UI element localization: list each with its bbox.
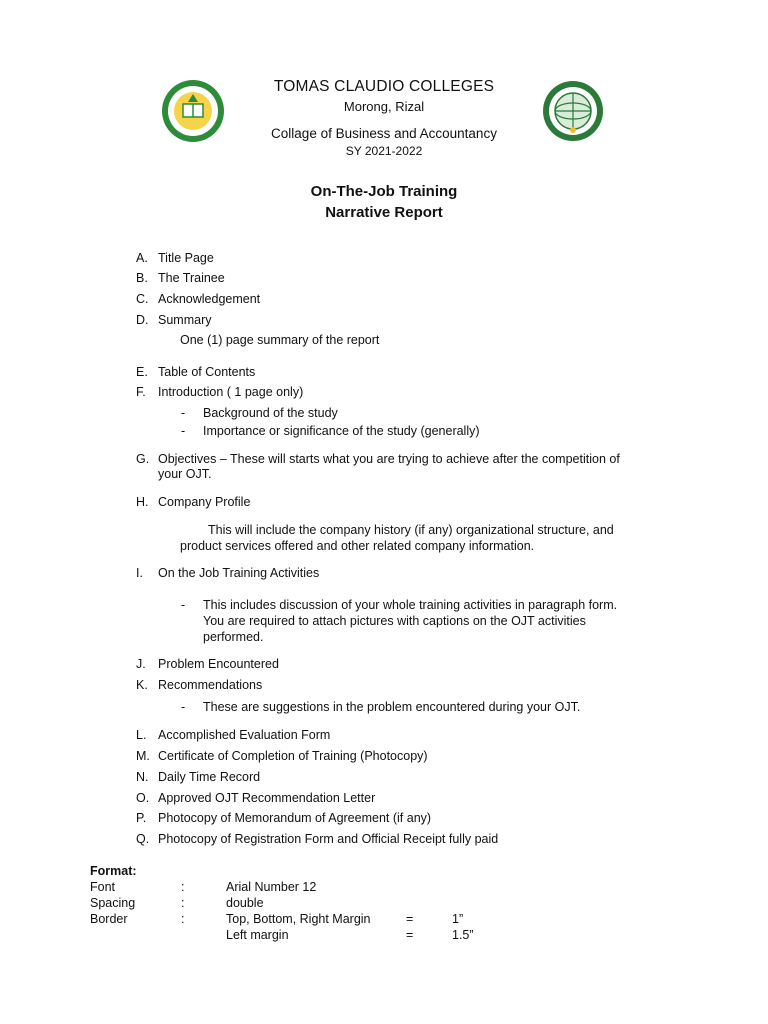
- list-item: On the Job Training Activities: [158, 566, 320, 580]
- item-letter: P.: [136, 811, 147, 825]
- item-letter: H.: [136, 495, 149, 509]
- sub-bullet-continued: You are required to attach pictures with captions on the OJT activities: [203, 614, 586, 628]
- list-item: Certificate of Completion of Training (Photocopy): [158, 749, 428, 763]
- item-letter: K.: [136, 678, 148, 692]
- list-item: Introduction ( 1 page only): [158, 385, 304, 399]
- sub-bullet: Background of the study: [203, 406, 338, 420]
- item-paragraph: This will include the company history (if any) organizational structure, and: [208, 523, 614, 537]
- format-equals: =: [406, 912, 414, 926]
- list-item: Recommendations: [158, 678, 263, 692]
- format-value: Top, Bottom, Right Margin: [226, 912, 371, 926]
- sub-bullet: Importance or significance of the study (generally): [203, 424, 480, 438]
- list-item: Objectives – These will starts what you are trying to achieve after the competition of: [158, 452, 620, 466]
- item-letter: L.: [136, 728, 147, 742]
- format-separator: :: [181, 896, 185, 910]
- format-label: Font: [90, 880, 116, 894]
- item-letter: B.: [136, 271, 148, 285]
- document-title-line2: Narrative Report: [325, 204, 443, 221]
- school-location: Morong, Rizal: [343, 99, 425, 114]
- list-item: Title Page: [158, 251, 214, 265]
- bullet-dash: -: [181, 424, 186, 438]
- bullet-dash: -: [181, 700, 186, 714]
- college-name: Collage of Business and Accountancy: [271, 126, 497, 141]
- list-item: The Trainee: [158, 271, 225, 285]
- item-letter: E.: [136, 365, 148, 379]
- list-item: Accomplished Evaluation Form: [158, 728, 331, 742]
- item-letter: N.: [136, 770, 149, 784]
- format-value: Left margin: [226, 928, 289, 942]
- format-separator: :: [181, 880, 185, 894]
- list-item: Table of Contents: [158, 365, 256, 379]
- format-separator: :: [181, 912, 185, 926]
- list-item: Approved OJT Recommendation Letter: [158, 791, 376, 805]
- format-amount: 1”: [452, 912, 464, 926]
- item-letter: C.: [136, 292, 149, 306]
- sub-bullet-continued: performed.: [203, 630, 264, 644]
- list-item: Summary: [158, 313, 212, 327]
- item-letter: Q.: [136, 832, 150, 846]
- item-letter: O.: [136, 791, 150, 805]
- sub-bullet: This includes discussion of your whole training activities in paragraph form.: [203, 598, 618, 612]
- list-item: Daily Time Record: [158, 770, 261, 784]
- item-letter: M.: [136, 749, 150, 763]
- item-letter: G.: [136, 452, 150, 466]
- format-value: Arial Number 12: [226, 880, 317, 894]
- document-title-line1: On-The-Job Training: [310, 183, 458, 200]
- school-name: TOMAS CLAUDIO COLLEGES: [273, 78, 495, 95]
- item-letter: J.: [136, 657, 146, 671]
- list-item: Photocopy of Memorandum of Agreement (if any): [158, 811, 432, 825]
- item-letter: I.: [136, 566, 143, 580]
- format-heading: Format:: [90, 864, 137, 878]
- sub-bullet: These are suggestions in the problem encountered during your OJT.: [203, 700, 581, 714]
- format-amount: 1.5”: [452, 928, 474, 942]
- list-item: Company Profile: [158, 495, 251, 509]
- list-item: Photocopy of Registration Form and Official Receipt fully paid: [158, 832, 499, 846]
- item-note: One (1) page summary of the report: [180, 333, 380, 347]
- list-item-continued: your OJT.: [158, 467, 212, 481]
- item-letter: D.: [136, 313, 149, 327]
- bullet-dash: -: [181, 598, 186, 612]
- format-equals: =: [406, 928, 414, 942]
- format-label: Spacing: [90, 896, 136, 910]
- format-value: double: [226, 896, 264, 910]
- item-paragraph-continued: product services offered and other related company information.: [180, 539, 535, 553]
- school-year: SY 2021-2022: [345, 144, 423, 158]
- list-item: Acknowledgement: [158, 292, 261, 306]
- item-letter: A.: [136, 251, 148, 265]
- bullet-dash: -: [181, 406, 186, 420]
- format-label: Border: [90, 912, 128, 926]
- list-item: Problem Encountered: [158, 657, 279, 671]
- item-letter: F.: [136, 385, 146, 399]
